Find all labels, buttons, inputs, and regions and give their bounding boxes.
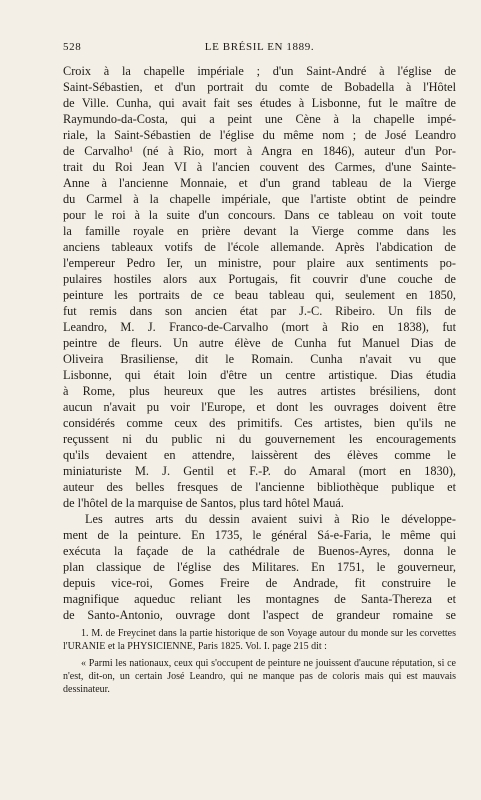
- text-line: peinture les portraits de ce beau tableau qui, seulement en 1850,: [63, 288, 456, 302]
- text-line: plan classique de l'église des Militares. En 1751, le gouverneur,: [63, 560, 456, 574]
- text-line: reçussent ni du public ni du gouvernement les encouragements: [63, 432, 456, 446]
- paragraph-1: [63, 63, 456, 511]
- page-number: 528: [63, 41, 82, 53]
- text-line: exécuta la façade de la cathédrale de Buenos-Ayres, donna le: [63, 544, 456, 558]
- text-line: du Carmel à la chapelle impériale, que l'artiste obtint de peindre: [63, 192, 456, 206]
- text-line: pulaires hostiles alors aux Portugais, fit couvrir d'une couche de: [63, 272, 456, 286]
- text-line: pour le roi à la suite d'un concours. Dans ce tableau on voit toute: [63, 208, 456, 222]
- text-line: miniaturiste M. J. Gentil et F.-P. do Amaral (mort en 1830),: [63, 464, 456, 478]
- text-line: de Carvalho¹ (né à Rio, mort à Angra en 1846), auteur d'un Por-: [63, 144, 456, 158]
- text-line: anciens tableaux votifs de l'école allemande. Après l'abdication de: [63, 240, 456, 254]
- footnote-1-quote: « Parmi les nationaux, ceux qui s'occupent de peinture ne jouissent d'aucune réputation, si ce n'est, dit-on, un certain José Leandro, qui ne manque pas de coloris mais qui est mauvais dessinateur.: [63, 658, 456, 695]
- footnote-1: 1. M. de Freycinet dans la partie historique de son Voyage autour du monde sur les corvettes l'URANIE et la PHYSICIENNE, Paris 1825. Vol. I. page 215 dit :: [63, 628, 456, 652]
- text-line: Lisbonne, qui était loin d'être un centre artistique. Dias étudia: [63, 368, 456, 382]
- text-line: de Ville. Cunha, qui avait fait ses études à Lisbonne, fut le maître de: [63, 96, 456, 110]
- text-line: de Santo-Antonio, ouvrage dont l'aspect de grandeur romaine se: [63, 608, 456, 622]
- text-line: fut remis dans son ancien état par J.-C. Ribeiro. Un fils de: [63, 304, 456, 318]
- text-line: Croix à la chapelle impériale ; d'un Saint-André à l'église de: [63, 64, 456, 78]
- text-line: la famille royale en prière devant la Vierge comme dans les: [63, 224, 456, 238]
- text-line: Anne à l'ancienne Monnaie, et d'un grand tableau de la Vierge: [63, 176, 456, 190]
- text-line: riale, la Saint-Sébastien de l'église du même nom ; de José Leandro: [63, 128, 456, 142]
- text-line: magnifique aqueduc reliant les montagnes de Santa-Thereza et: [63, 592, 456, 606]
- text-line: Oliveira Brasiliense, dit le Romain. Cunha n'avait vu que: [63, 352, 456, 366]
- text-line: peintre de fleurs. Un autre élève de Cunha fut Manuel Dias de: [63, 336, 456, 350]
- text-line: à Rome, plus heureux que les autres artistes brésiliens, dont: [63, 384, 456, 398]
- running-title: LE BRÉSIL EN 1889.: [204, 41, 315, 53]
- text-line: Les autres arts du dessin avaient suivi à Rio le développe-: [85, 512, 456, 526]
- text-line: considérés comme ceux des primitifs. Ces artistes, bien qu'ils ne: [63, 416, 456, 430]
- text-line: Raymundo-da-Costa, qui a peint une Cène à la chapelle impé-: [63, 112, 456, 126]
- text-line: trait du Roi Jean VI à l'ancien couvent des Carmes, d'une Sainte-: [63, 160, 456, 174]
- text-line: l'empereur Pedro Ier, un ministre, pour plaire aux sentiments po-: [63, 256, 456, 270]
- footnotes: [63, 627, 456, 696]
- text-line: qu'ils devaient en attendre, laissèrent des élèves comme le: [63, 448, 456, 462]
- paragraph-2: [63, 511, 456, 623]
- text-line: de l'hôtel de la marquise de Santos, plus tard hôtel Mauá.: [63, 496, 344, 510]
- page-header: [63, 41, 456, 55]
- text-line: depuis vice-roi, Gomes Freire de Andrade, fit construire le: [63, 576, 456, 590]
- text-line: aucun n'avait pu voir l'Europe, et dont les ouvrages doivent être: [63, 400, 456, 414]
- main-text: [63, 63, 456, 623]
- text-line: Saint-Sébastien, et d'un portrait du comte de Bobadella à l'Hôtel: [63, 80, 456, 94]
- text-line: Leandro, M. J. Franco-de-Carvalho (mort à Rio en 1838), fut: [63, 320, 456, 334]
- text-line: auteur des belles fresques de l'ancienne bibliothèque publique et: [63, 480, 456, 494]
- text-line: ment de la peinture. En 1735, le général Sá-e-Faria, le même qui: [63, 528, 456, 542]
